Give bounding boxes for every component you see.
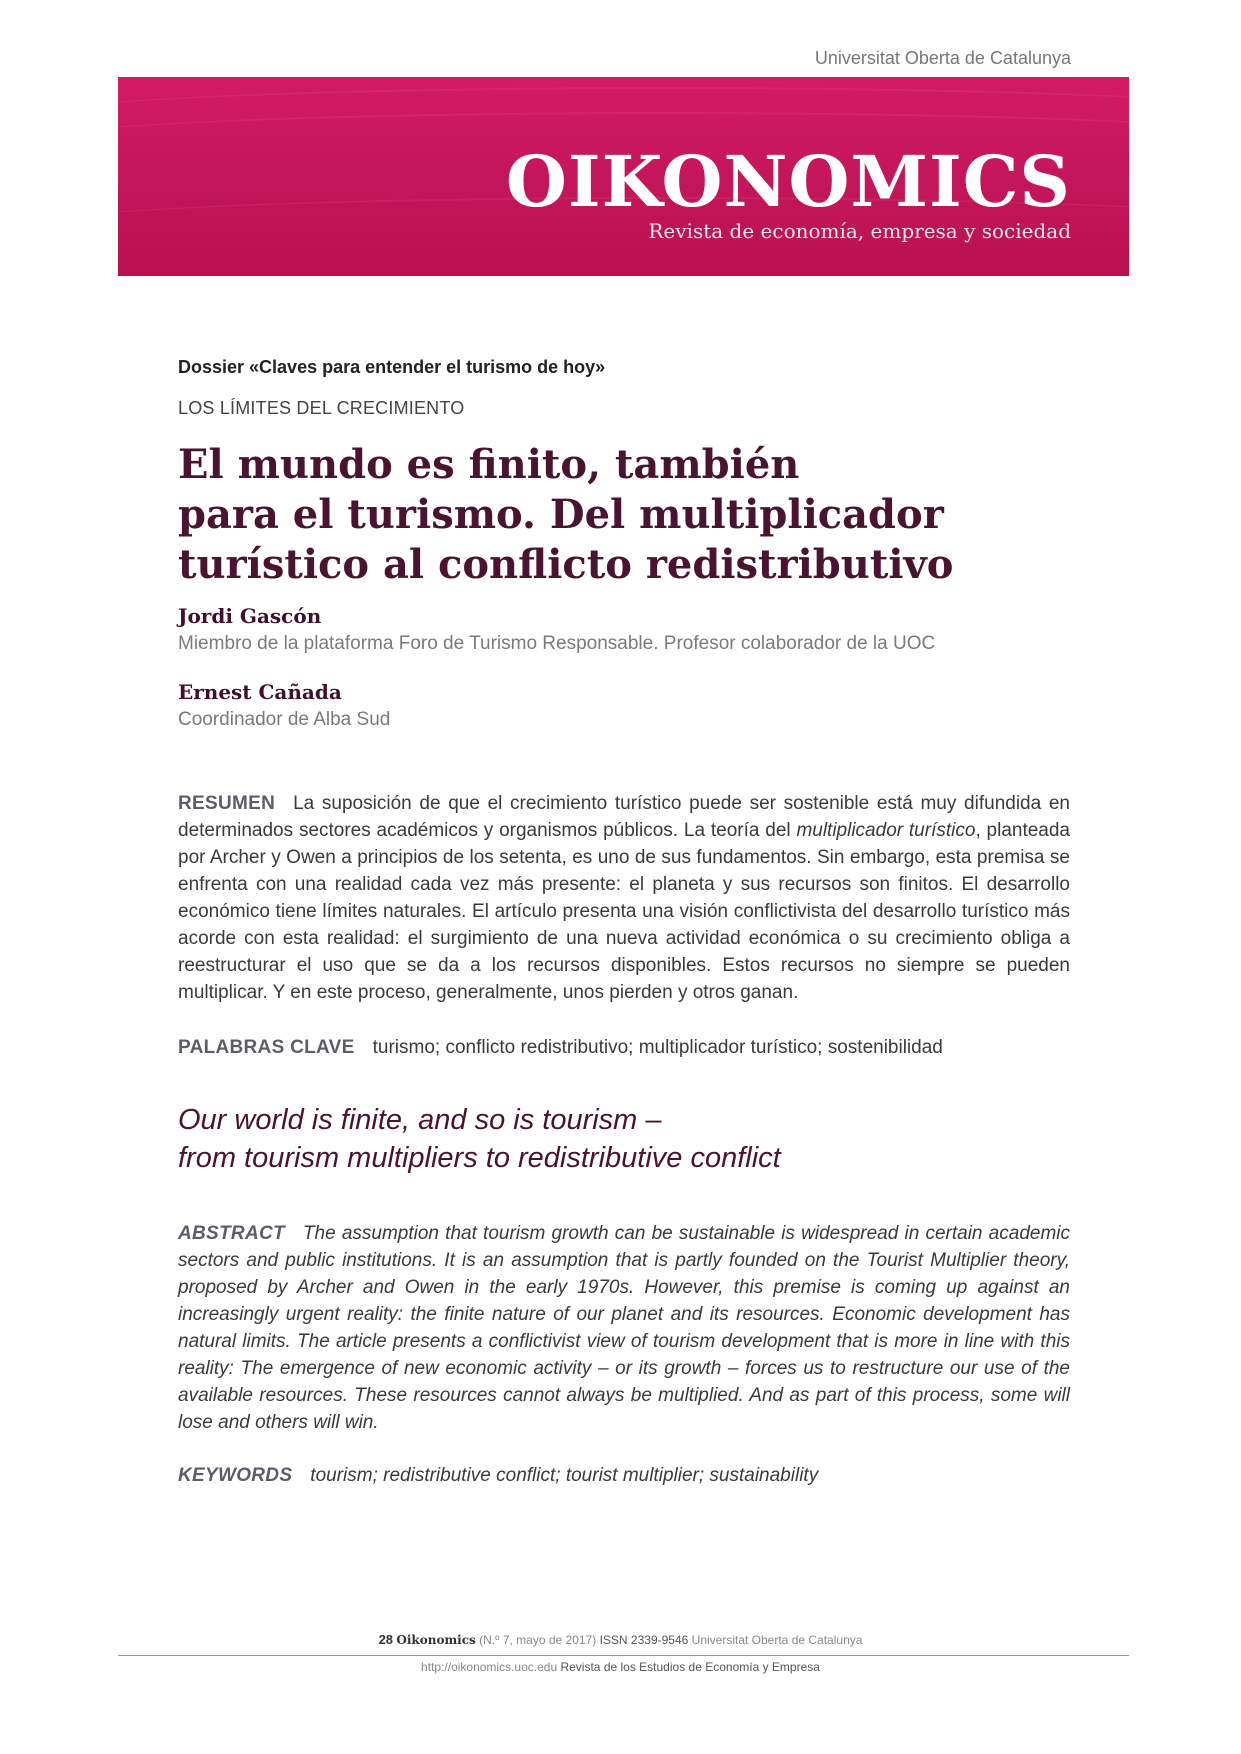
english-title bbox=[178, 1101, 1070, 1177]
footer-issue: (N.º 7, mayo de 2017) bbox=[479, 1633, 597, 1647]
journal-tagline: Revista de economía, empresa y sociedad bbox=[648, 219, 1071, 243]
article-title bbox=[178, 440, 998, 590]
footer-studies: Revista de los Estudios de Economía y Empresa bbox=[560, 1660, 820, 1674]
author-affiliation: Miembro de la plataforma Foro de Turismo Responsable. Profesor colaborador de la UOC bbox=[178, 633, 936, 654]
journal-banner bbox=[118, 77, 1129, 276]
resumen-text: , planteada por Archer y Owen a principios de los setenta, es uno de sus fundamentos. Sin embargo, esta premisa se enfrenta con una realidad cada vez más presente: el planeta y sus recursos son finitos. El desarrollo económico tiene límites naturales. El artículo presenta una visión conflictivista del desarrollo turístico más acorde con esta realidad: el surgimiento de una nueva actividad económica o su crecimiento obliga a reestructurar el uso que se da a los recursos disponibles. Estos recursos no siempre se pueden multiplicar. Y en este proceso, generalmente, unos pierden y otros ganan. bbox=[178, 820, 1071, 1003]
resumen-paragraph bbox=[178, 790, 1070, 1006]
section-label: LOS LÍMITES DEL CRECIMIENTO bbox=[178, 398, 465, 418]
title-line: para el turismo. Del multiplicador bbox=[178, 491, 944, 538]
footer-issn: ISSN 2339-9546 bbox=[599, 1633, 689, 1647]
resumen-label: RESUMEN bbox=[178, 793, 276, 814]
author-name: Ernest Cañada bbox=[178, 680, 342, 704]
author-affiliation: Coordinador de Alba Sud bbox=[178, 709, 391, 730]
keywords-label: KEYWORDS bbox=[178, 1465, 293, 1486]
footer-citation bbox=[0, 1632, 1241, 1647]
university-header: Universitat Oberta de Catalunya bbox=[814, 48, 1071, 68]
keywords-text: tourism; redistributive conflict; tourist multiplier; sustainability bbox=[310, 1465, 819, 1486]
abstract-label: ABSTRACT bbox=[178, 1223, 285, 1244]
footer-divider bbox=[118, 1655, 1129, 1656]
journal-logo: OIKONOMICS bbox=[505, 140, 1071, 223]
palabras-clave bbox=[178, 1034, 1070, 1061]
palabras-clave-text: turismo; conflicto redistributivo; multiplicador turístico; sostenibilidad bbox=[372, 1037, 943, 1058]
footer-links bbox=[0, 1660, 1241, 1674]
resumen-text: La suposición de que el crecimiento turístico puede ser sostenible está muy difundida en determinados sectores académicos y organismos públicos. La teoría del bbox=[178, 793, 1070, 841]
abstract-paragraph bbox=[178, 1220, 1070, 1436]
title-line: turístico al conflicto redistributivo bbox=[178, 541, 954, 588]
english-title-line: Our world is finite, and so is tourism – bbox=[178, 1104, 662, 1136]
title-line: El mundo es finito, también bbox=[178, 441, 800, 488]
english-title-line: from tourism multipliers to redistributive conflict bbox=[178, 1142, 781, 1174]
footer-university: Universitat Oberta de Catalunya bbox=[691, 1633, 863, 1647]
page-number: 28 bbox=[378, 1632, 394, 1647]
abstract-text: The assumption that tourism growth can be sustainable is widespread in certain academic sectors and public institutions. It is an assumption that is partly founded on the Tourist Multiplier theory, proposed by Archer and Owen in the early 1970s. However, this premise is coming up against an increasingly urgent reality: the finite nature of our planet and its resources. Economic development has natural limits. The article presents a conflictivist view of tourism development that is more in line with this reality: The emergence of new economic activity – or its growth – forces us to restructure our use of the available resources. These resources cannot always be multiplied. And as part of this process, some will lose and others will win. bbox=[178, 1223, 1070, 1433]
keywords bbox=[178, 1462, 1070, 1489]
palabras-clave-label: PALABRAS CLAVE bbox=[178, 1037, 355, 1058]
author-name: Jordi Gascón bbox=[178, 604, 322, 628]
resumen-text-italic: multiplicador turístico bbox=[796, 820, 976, 841]
dossier-label: Dossier «Claves para entender el turismo de hoy» bbox=[178, 357, 606, 377]
footer-url[interactable]: http://oikonomics.uoc.edu bbox=[421, 1660, 558, 1674]
footer-journal: Oikonomics bbox=[396, 1633, 476, 1647]
